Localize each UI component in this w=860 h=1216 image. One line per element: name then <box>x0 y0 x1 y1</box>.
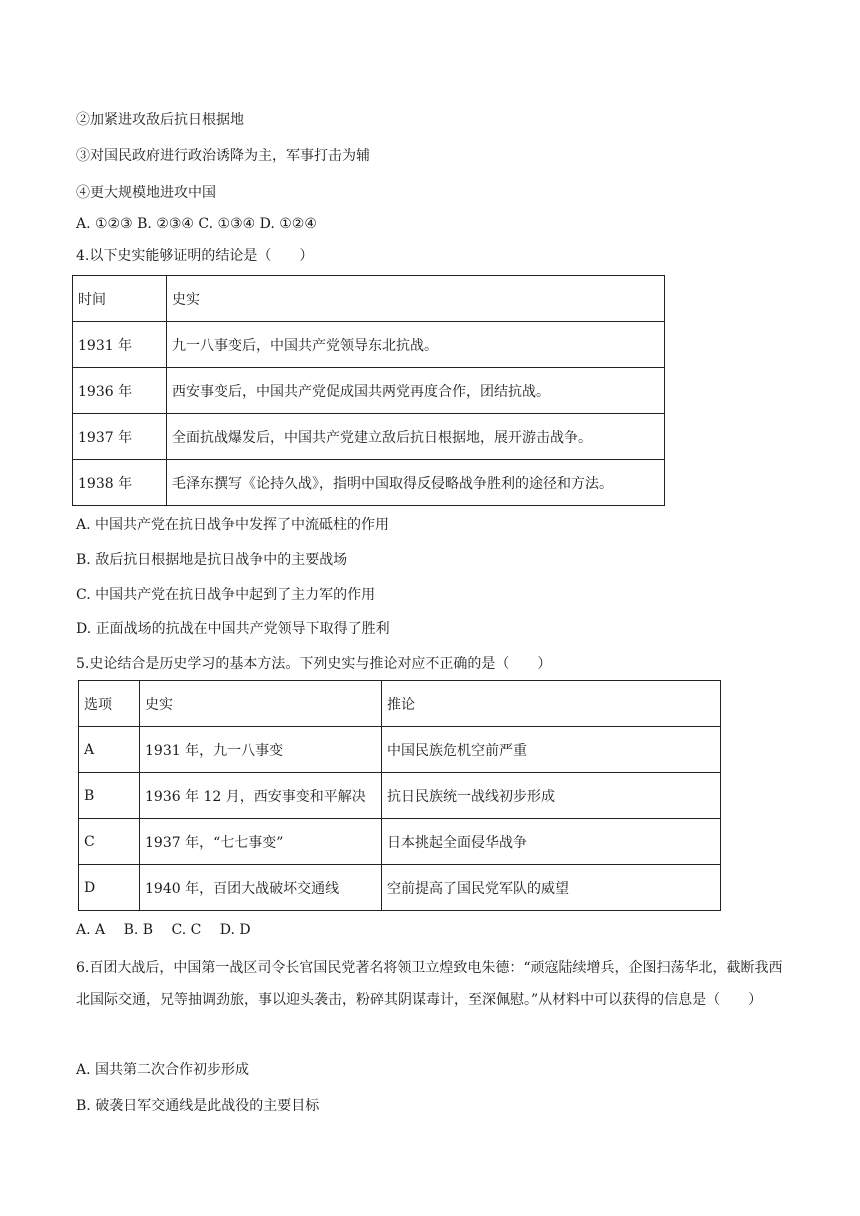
table-cell: 九一八事变后，中国共产党领导东北抗战。 <box>167 322 665 368</box>
q3-answer-choices: A. ①②③ B. ②③④ C. ①③④ D. ①②④ <box>76 216 317 232</box>
table-row <box>79 773 721 819</box>
q6-stem: 6.百团大战后，中国第一战区司令长官国民党著名将领卫立煌致电朱德：“顽寇陆续增兵，企图扫荡华北，截断我西北国际交通，兄等抽调劲旅，事以迎头袭击，粉碎其阴谋毒计，至深佩慰。”从材料中可以获得的信息是（ ） <box>76 960 783 1008</box>
table-row <box>79 681 721 727</box>
table-row <box>73 414 665 460</box>
table-cell: 1931 年 <box>73 322 167 368</box>
table-cell: 毛泽东撰写《论持久战》，指明中国取得反侵略战争胜利的途径和方法。 <box>167 460 665 506</box>
table-row <box>79 727 721 773</box>
table-cell: 1931 年，九一八事变 <box>140 727 382 773</box>
table-cell: A <box>79 727 140 773</box>
table-cell: 中国民族危机空前严重 <box>382 727 721 773</box>
table-header-cell: 选项 <box>79 681 140 727</box>
table-header-cell: 史实 <box>140 681 382 727</box>
q4-option-c: C. 中国共产党在抗日战争中起到了主力军的作用 <box>76 587 376 603</box>
table-cell: 1938 年 <box>73 460 167 506</box>
table-cell: C <box>79 819 140 865</box>
table-cell: 1937 年 <box>73 414 167 460</box>
table-row <box>73 460 665 506</box>
table-cell: 空前提高了国民党军队的威望 <box>382 865 721 911</box>
table-cell: 1936 年 12 月，西安事变和平解决 <box>140 773 382 819</box>
q3-option-4: ④更大规模地进攻中国 <box>76 185 216 201</box>
q4-option-a: A. 中国共产党在抗日战争中发挥了中流砥柱的作用 <box>76 517 390 533</box>
q4-stem: 4.以下史实能够证明的结论是（ ） <box>76 248 314 264</box>
table-cell: D <box>79 865 140 911</box>
q5-answer-choices: A. A B. B C. C D. D <box>76 922 251 938</box>
table-cell: 日本挑起全面侵华战争 <box>382 819 721 865</box>
q4-table <box>72 275 665 506</box>
table-row <box>73 276 665 322</box>
table-header-cell: 时间 <box>73 276 167 322</box>
q6-option-b: B. 破袭日军交通线是此战役的主要目标 <box>76 1098 320 1114</box>
q5-table <box>78 680 721 911</box>
table-row <box>73 368 665 414</box>
q3-option-3: ③对国民政府进行政治诱降为主，军事打击为辅 <box>76 148 370 164</box>
table-header-cell: 史实 <box>167 276 665 322</box>
table-row <box>73 322 665 368</box>
q3-option-2: ②加紧进攻敌后抗日根据地 <box>76 112 244 128</box>
q5-stem: 5.史论结合是历史学习的基本方法。下列史实与推论对应不正确的是（ ） <box>76 656 552 672</box>
q6-option-a: A. 国共第二次合作初步形成 <box>76 1062 250 1078</box>
table-cell: 全面抗战爆发后，中国共产党建立敌后抗日根据地，展开游击战争。 <box>167 414 665 460</box>
table-row <box>79 865 721 911</box>
table-header-cell: 推论 <box>382 681 721 727</box>
q4-option-d: D. 正面战场的抗战在中国共产党领导下取得了胜利 <box>76 621 390 637</box>
q4-option-b: B. 敌后抗日根据地是抗日战争中的主要战场 <box>76 552 348 568</box>
table-row <box>79 819 721 865</box>
table-cell: 1940 年，百团大战破坏交通线 <box>140 865 382 911</box>
table-cell: 1936 年 <box>73 368 167 414</box>
table-cell: 1937 年，“七七事变” <box>140 819 382 865</box>
table-cell: 抗日民族统一战线初步形成 <box>382 773 721 819</box>
table-cell: 西安事变后，中国共产党促成国共两党再度合作，团结抗战。 <box>167 368 665 414</box>
table-cell: B <box>79 773 140 819</box>
